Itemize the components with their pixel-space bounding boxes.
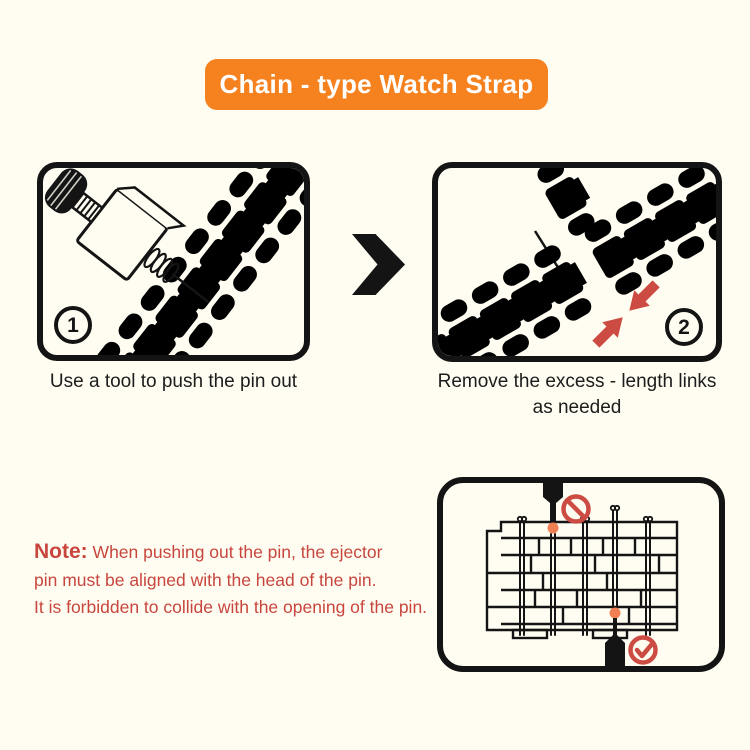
ejector-pin-bottom-art bbox=[605, 618, 625, 666]
step1-caption: Use a tool to push the pin out bbox=[49, 371, 298, 392]
step2-number-badge bbox=[665, 308, 703, 346]
page-title: Chain - type Watch Strap bbox=[219, 69, 534, 99]
note-block bbox=[34, 538, 474, 622]
note-label: Note: bbox=[34, 540, 88, 563]
step2-caption-line1: Remove the excess - length links bbox=[437, 371, 717, 392]
step1-number-badge bbox=[54, 306, 92, 344]
note-line3: It is forbidden to collide with the opening of the pin. bbox=[34, 597, 428, 617]
contact-dot-top bbox=[548, 523, 559, 534]
strap-segment-left-art bbox=[438, 239, 600, 356]
step2-caption bbox=[432, 369, 722, 421]
step2-number: 2 bbox=[678, 315, 690, 339]
no-symbol-icon bbox=[564, 497, 589, 522]
step1-panel bbox=[37, 162, 310, 361]
strap-segment-right-art bbox=[580, 168, 716, 299]
check-circle-icon bbox=[631, 638, 656, 663]
step2-panel bbox=[432, 162, 722, 362]
title-banner bbox=[205, 59, 548, 110]
note-line2: pin must be aligned with the head of the pin. bbox=[34, 569, 377, 590]
removed-link-art bbox=[533, 168, 629, 240]
contact-dot-bottom bbox=[610, 608, 621, 619]
step2-caption-line2: as needed bbox=[532, 397, 622, 418]
link-pins-art bbox=[518, 506, 652, 635]
note-line1: When pushing out the pin, the ejector bbox=[92, 542, 383, 562]
alignment-panel bbox=[437, 477, 725, 672]
ejector-pin-top-art bbox=[543, 483, 563, 523]
step1-number: 1 bbox=[67, 313, 79, 337]
next-step-chevron-icon bbox=[350, 232, 407, 297]
alignment-diagram bbox=[443, 483, 719, 666]
arrow-up-right-icon bbox=[588, 309, 630, 351]
